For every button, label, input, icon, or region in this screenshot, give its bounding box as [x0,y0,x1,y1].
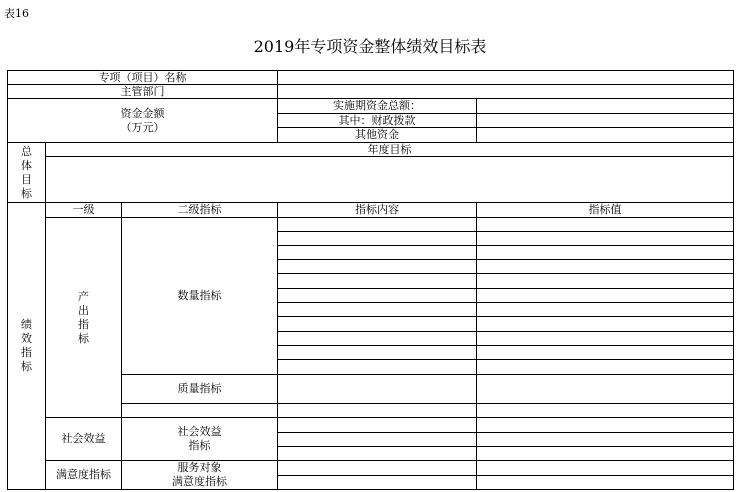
service-satisfaction-label: 服务对象 满意度指标 [172,461,227,488]
social-benefit-label: 社会效益 [61,432,106,445]
performance-indicator-label: 绩 效 指 标 [21,318,32,373]
satisfaction-indicator-label: 满意度指标 [56,468,111,481]
overall-target-label: 总 体 目 标 [21,144,32,200]
annual-target-header: 年度目标 [367,142,412,156]
social-benefit-indicator-label: 社会效益 指标 [177,425,222,452]
fund-amount-label: 资金金额 （万元） [120,106,165,134]
total-fund-label: 实施期资金总额： [333,99,421,112]
level1-header: 一级 [72,203,95,216]
quality-indicator-label: 质量指标 [177,382,222,395]
page-title: 2019年专项资金整体绩效目标表 [253,37,487,56]
table-number-label: 表16 [4,7,29,20]
quantity-indicator-label: 数量指标 [177,289,222,302]
fiscal-fund-label: 其中：财政拨款 [338,113,416,127]
value-header: 指标值 [588,203,622,216]
content-header: 指标内容 [355,203,399,216]
other-fund-label: 其他资金 [355,128,399,141]
project-name-label: 专项（项目）名称 [98,70,187,84]
output-indicator-label: 产 出 指 标 [78,289,89,345]
department-label: 主管部门 [120,84,165,98]
level2-header: 二级指标 [177,203,222,216]
